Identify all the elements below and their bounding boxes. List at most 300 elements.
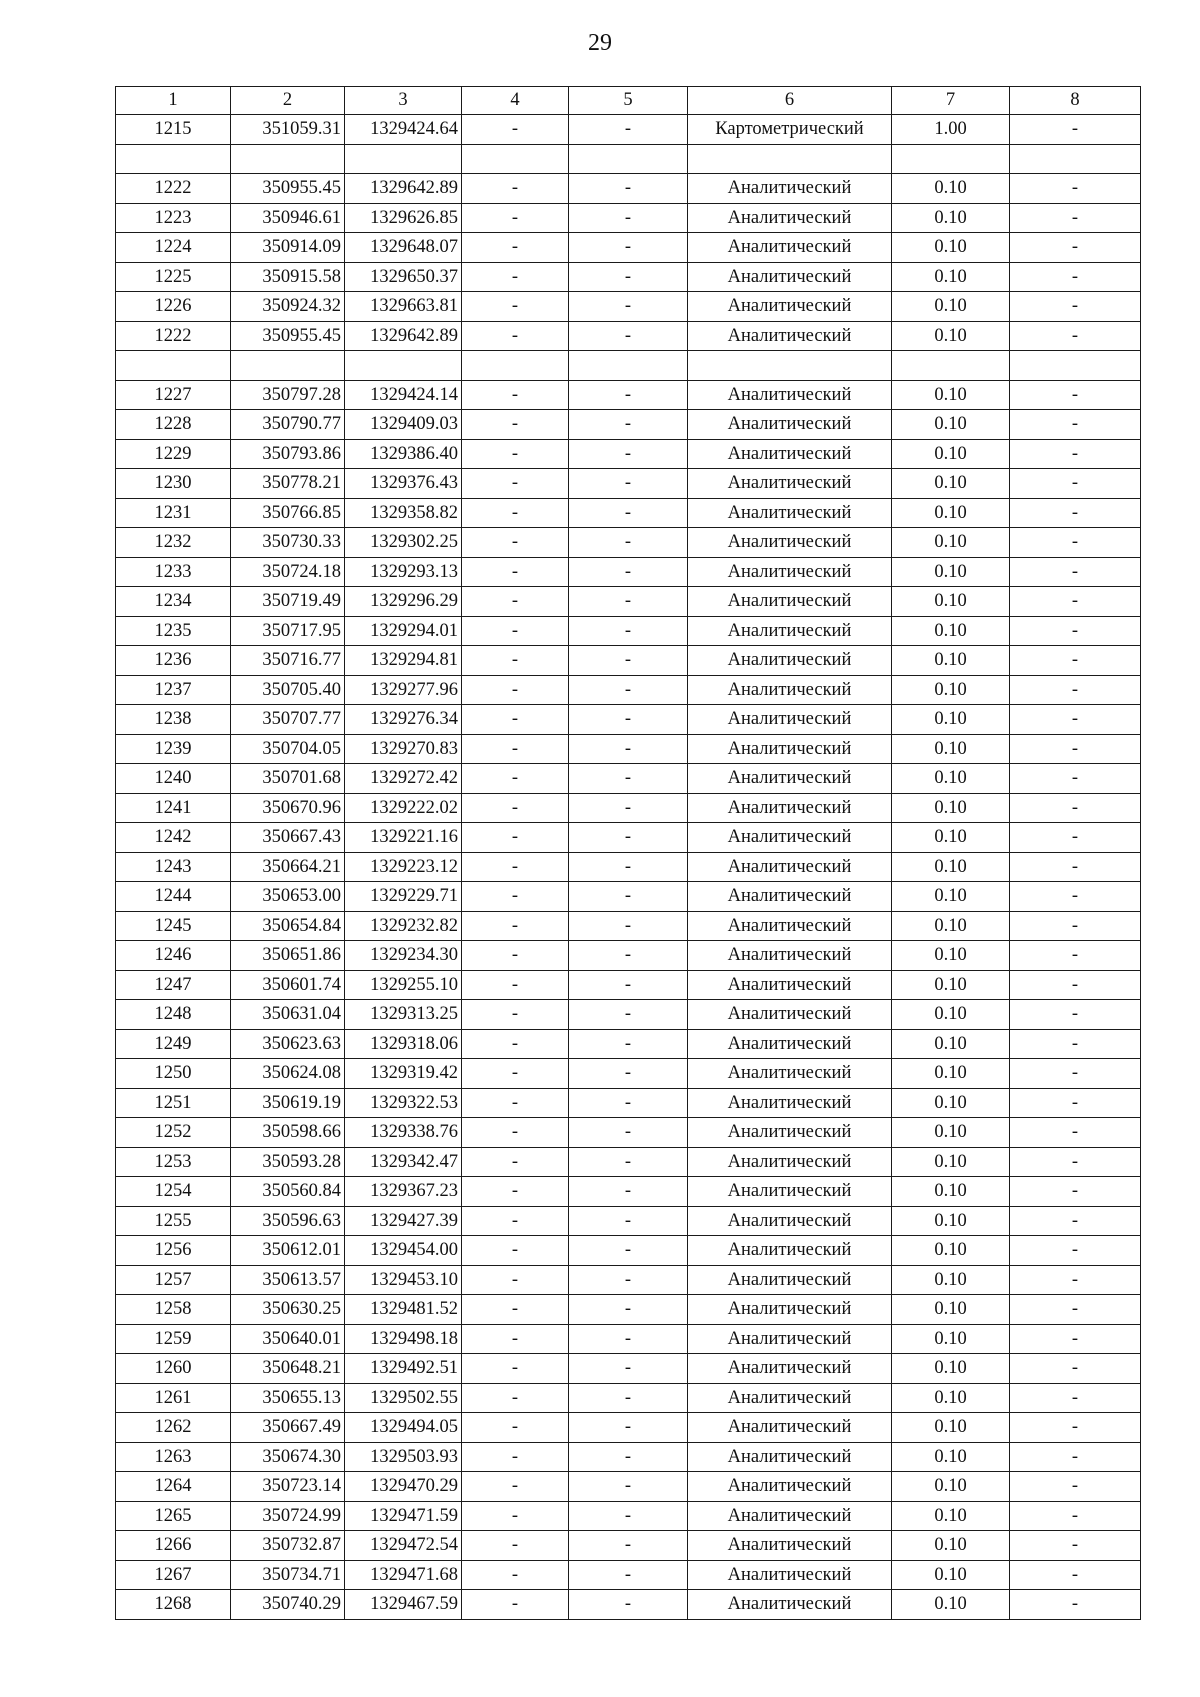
cell-col-5: - bbox=[569, 528, 688, 558]
cell-point-number: 1252 bbox=[116, 1118, 231, 1148]
cell-y-coordinate bbox=[345, 351, 462, 381]
cell-accuracy: 0.10 bbox=[892, 1000, 1010, 1030]
cell-col-4: - bbox=[462, 852, 569, 882]
cell-x-coordinate: 350664.21 bbox=[231, 852, 345, 882]
cell-point-number: 1215 bbox=[116, 115, 231, 145]
cell-point-number: 1258 bbox=[116, 1295, 231, 1325]
cell-x-coordinate: 350793.86 bbox=[231, 439, 345, 469]
cell-col-4: - bbox=[462, 1000, 569, 1030]
cell-accuracy: 0.10 bbox=[892, 1531, 1010, 1561]
cell-col-8: - bbox=[1010, 1088, 1141, 1118]
cell-point-number: 1251 bbox=[116, 1088, 231, 1118]
cell-col-5: - bbox=[569, 734, 688, 764]
cell-col-4: - bbox=[462, 1118, 569, 1148]
cell-col-8: - bbox=[1010, 1590, 1141, 1620]
cell-col-8: - bbox=[1010, 1531, 1141, 1561]
cell-point-number: 1222 bbox=[116, 321, 231, 351]
cell-col-5: - bbox=[569, 1354, 688, 1384]
cell-col-4 bbox=[462, 144, 569, 174]
cell-x-coordinate: 350651.86 bbox=[231, 941, 345, 971]
cell-method: Аналитический bbox=[688, 380, 892, 410]
cell-col-8: - bbox=[1010, 1236, 1141, 1266]
cell-col-5: - bbox=[569, 675, 688, 705]
cell-method: Аналитический bbox=[688, 233, 892, 263]
cell-method: Аналитический bbox=[688, 616, 892, 646]
cell-x-coordinate: 350924.32 bbox=[231, 292, 345, 322]
cell-accuracy: 0.10 bbox=[892, 1472, 1010, 1502]
cell-y-coordinate: 1329472.54 bbox=[345, 1531, 462, 1561]
cell-x-coordinate: 350705.40 bbox=[231, 675, 345, 705]
table-row bbox=[116, 1560, 1141, 1590]
cell-col-5: - bbox=[569, 233, 688, 263]
cell-col-5: - bbox=[569, 410, 688, 440]
cell-point-number: 1255 bbox=[116, 1206, 231, 1236]
table-row bbox=[116, 970, 1141, 1000]
cell-y-coordinate: 1329454.00 bbox=[345, 1236, 462, 1266]
table-row bbox=[116, 882, 1141, 912]
cell-y-coordinate: 1329313.25 bbox=[345, 1000, 462, 1030]
cell-accuracy: 0.10 bbox=[892, 321, 1010, 351]
cell-col-8: - bbox=[1010, 1324, 1141, 1354]
cell-point-number: 1236 bbox=[116, 646, 231, 676]
cell-col-5: - bbox=[569, 1088, 688, 1118]
cell-y-coordinate: 1329453.10 bbox=[345, 1265, 462, 1295]
cell-point-number: 1262 bbox=[116, 1413, 231, 1443]
cell-accuracy: 0.10 bbox=[892, 941, 1010, 971]
cell-method: Аналитический bbox=[688, 734, 892, 764]
cell-col-8: - bbox=[1010, 587, 1141, 617]
cell-accuracy: 0.10 bbox=[892, 646, 1010, 676]
cell-col-5: - bbox=[569, 203, 688, 233]
cell-method: Аналитический bbox=[688, 1354, 892, 1384]
cell-col-5: - bbox=[569, 1295, 688, 1325]
cell-col-4: - bbox=[462, 1590, 569, 1620]
cell-col-8 bbox=[1010, 351, 1141, 381]
table-row bbox=[116, 1501, 1141, 1531]
cell-col-5: - bbox=[569, 174, 688, 204]
cell-col-5: - bbox=[569, 1324, 688, 1354]
cell-col-8: - bbox=[1010, 675, 1141, 705]
cell-x-coordinate: 350716.77 bbox=[231, 646, 345, 676]
cell-col-8: - bbox=[1010, 823, 1141, 853]
cell-point-number: 1245 bbox=[116, 911, 231, 941]
cell-col-8: - bbox=[1010, 1501, 1141, 1531]
cell-col-8: - bbox=[1010, 1354, 1141, 1384]
table-row bbox=[116, 1206, 1141, 1236]
cell-x-coordinate: 350723.14 bbox=[231, 1472, 345, 1502]
cell-col-8: - bbox=[1010, 646, 1141, 676]
cell-col-5: - bbox=[569, 705, 688, 735]
cell-x-coordinate: 350778.21 bbox=[231, 469, 345, 499]
cell-accuracy: 0.10 bbox=[892, 616, 1010, 646]
cell-x-coordinate: 350719.49 bbox=[231, 587, 345, 617]
table-row bbox=[116, 1088, 1141, 1118]
cell-y-coordinate: 1329302.25 bbox=[345, 528, 462, 558]
cell-x-coordinate: 350560.84 bbox=[231, 1177, 345, 1207]
cell-accuracy: 0.10 bbox=[892, 557, 1010, 587]
cell-col-4: - bbox=[462, 469, 569, 499]
cell-col-4: - bbox=[462, 1177, 569, 1207]
cell-col-4: - bbox=[462, 380, 569, 410]
cell-col-4: - bbox=[462, 675, 569, 705]
cell-x-coordinate bbox=[231, 144, 345, 174]
cell-method: Аналитический bbox=[688, 1324, 892, 1354]
cell-y-coordinate: 1329663.81 bbox=[345, 292, 462, 322]
cell-col-5: - bbox=[569, 764, 688, 794]
cell-point-number: 1260 bbox=[116, 1354, 231, 1384]
cell-accuracy: 0.10 bbox=[892, 1413, 1010, 1443]
cell-accuracy: 0.10 bbox=[892, 587, 1010, 617]
cell-accuracy: 0.10 bbox=[892, 1147, 1010, 1177]
cell-method: Аналитический bbox=[688, 439, 892, 469]
cell-y-coordinate: 1329498.18 bbox=[345, 1324, 462, 1354]
table-row bbox=[116, 380, 1141, 410]
cell-accuracy: 0.10 bbox=[892, 1177, 1010, 1207]
cell-col-8: - bbox=[1010, 1177, 1141, 1207]
cell-col-8: - bbox=[1010, 1059, 1141, 1089]
cell-accuracy: 0.10 bbox=[892, 1324, 1010, 1354]
cell-col-5: - bbox=[569, 1560, 688, 1590]
cell-point-number: 1268 bbox=[116, 1590, 231, 1620]
cell-col-4: - bbox=[462, 823, 569, 853]
table-row bbox=[116, 321, 1141, 351]
cell-col-4: - bbox=[462, 528, 569, 558]
cell-method: Аналитический bbox=[688, 1000, 892, 1030]
cell-col-8: - bbox=[1010, 292, 1141, 322]
cell-point-number: 1223 bbox=[116, 203, 231, 233]
cell-point-number: 1244 bbox=[116, 882, 231, 912]
cell-method: Аналитический bbox=[688, 764, 892, 794]
cell-y-coordinate: 1329386.40 bbox=[345, 439, 462, 469]
cell-accuracy: 0.10 bbox=[892, 882, 1010, 912]
cell-point-number: 1229 bbox=[116, 439, 231, 469]
cell-accuracy bbox=[892, 351, 1010, 381]
column-header-7: 7 bbox=[892, 87, 1010, 115]
cell-point-number: 1230 bbox=[116, 469, 231, 499]
cell-col-4: - bbox=[462, 174, 569, 204]
cell-y-coordinate: 1329223.12 bbox=[345, 852, 462, 882]
cell-method: Аналитический bbox=[688, 1088, 892, 1118]
cell-col-4: - bbox=[462, 793, 569, 823]
cell-method: Аналитический bbox=[688, 587, 892, 617]
column-header-5: 5 bbox=[569, 87, 688, 115]
cell-col-4: - bbox=[462, 941, 569, 971]
cell-x-coordinate: 350653.00 bbox=[231, 882, 345, 912]
cell-method: Аналитический bbox=[688, 1029, 892, 1059]
table-row bbox=[116, 646, 1141, 676]
cell-point-number: 1226 bbox=[116, 292, 231, 322]
cell-col-8: - bbox=[1010, 498, 1141, 528]
cell-col-8: - bbox=[1010, 1472, 1141, 1502]
cell-accuracy: 0.10 bbox=[892, 852, 1010, 882]
cell-col-8: - bbox=[1010, 115, 1141, 145]
table-row bbox=[116, 410, 1141, 440]
cell-method: Аналитический bbox=[688, 675, 892, 705]
table-row bbox=[116, 1590, 1141, 1620]
cell-method: Аналитический bbox=[688, 410, 892, 440]
cell-x-coordinate: 350955.45 bbox=[231, 321, 345, 351]
cell-accuracy: 0.10 bbox=[892, 705, 1010, 735]
cell-col-5: - bbox=[569, 498, 688, 528]
cell-point-number: 1243 bbox=[116, 852, 231, 882]
cell-col-4: - bbox=[462, 1383, 569, 1413]
cell-point-number: 1257 bbox=[116, 1265, 231, 1295]
cell-x-coordinate: 350601.74 bbox=[231, 970, 345, 1000]
cell-method: Аналитический bbox=[688, 823, 892, 853]
table-row bbox=[116, 793, 1141, 823]
cell-col-5: - bbox=[569, 1383, 688, 1413]
cell-method bbox=[688, 351, 892, 381]
cell-method: Аналитический bbox=[688, 1442, 892, 1472]
cell-method: Аналитический bbox=[688, 1295, 892, 1325]
cell-point-number: 1250 bbox=[116, 1059, 231, 1089]
cell-col-4: - bbox=[462, 1560, 569, 1590]
table-row bbox=[116, 528, 1141, 558]
cell-method: Аналитический bbox=[688, 941, 892, 971]
cell-col-8: - bbox=[1010, 1295, 1141, 1325]
cell-point-number: 1231 bbox=[116, 498, 231, 528]
cell-point-number: 1241 bbox=[116, 793, 231, 823]
cell-col-8: - bbox=[1010, 203, 1141, 233]
cell-y-coordinate: 1329319.42 bbox=[345, 1059, 462, 1089]
table-row bbox=[116, 675, 1141, 705]
table-row bbox=[116, 941, 1141, 971]
cell-x-coordinate: 350766.85 bbox=[231, 498, 345, 528]
cell-col-8: - bbox=[1010, 911, 1141, 941]
cell-y-coordinate: 1329296.29 bbox=[345, 587, 462, 617]
cell-x-coordinate: 350623.63 bbox=[231, 1029, 345, 1059]
cell-y-coordinate: 1329424.64 bbox=[345, 115, 462, 145]
cell-accuracy: 0.10 bbox=[892, 1118, 1010, 1148]
cell-col-4: - bbox=[462, 970, 569, 1000]
cell-x-coordinate: 350730.33 bbox=[231, 528, 345, 558]
cell-col-4 bbox=[462, 351, 569, 381]
cell-point-number: 1239 bbox=[116, 734, 231, 764]
cell-accuracy: 0.10 bbox=[892, 793, 1010, 823]
cell-x-coordinate: 350640.01 bbox=[231, 1324, 345, 1354]
cell-col-5: - bbox=[569, 469, 688, 499]
cell-x-coordinate: 350670.96 bbox=[231, 793, 345, 823]
cell-x-coordinate: 350613.57 bbox=[231, 1265, 345, 1295]
cell-x-coordinate: 350797.28 bbox=[231, 380, 345, 410]
cell-point-number: 1232 bbox=[116, 528, 231, 558]
cell-col-5: - bbox=[569, 970, 688, 1000]
cell-point-number: 1266 bbox=[116, 1531, 231, 1561]
cell-x-coordinate: 350667.49 bbox=[231, 1413, 345, 1443]
table-row bbox=[116, 616, 1141, 646]
cell-accuracy: 0.10 bbox=[892, 734, 1010, 764]
cell-col-8: - bbox=[1010, 882, 1141, 912]
cell-accuracy: 0.10 bbox=[892, 970, 1010, 1000]
cell-point-number: 1259 bbox=[116, 1324, 231, 1354]
cell-method: Аналитический bbox=[688, 1236, 892, 1266]
cell-y-coordinate: 1329276.34 bbox=[345, 705, 462, 735]
cell-y-coordinate: 1329503.93 bbox=[345, 1442, 462, 1472]
cell-col-4: - bbox=[462, 882, 569, 912]
cell-y-coordinate: 1329494.05 bbox=[345, 1413, 462, 1443]
cell-y-coordinate: 1329221.16 bbox=[345, 823, 462, 853]
column-header-6: 6 bbox=[688, 87, 892, 115]
cell-method: Аналитический bbox=[688, 469, 892, 499]
cell-y-coordinate: 1329650.37 bbox=[345, 262, 462, 292]
table-row bbox=[116, 1354, 1141, 1384]
cell-point-number: 1235 bbox=[116, 616, 231, 646]
cell-col-5: - bbox=[569, 1118, 688, 1148]
cell-accuracy: 1.00 bbox=[892, 115, 1010, 145]
cell-y-coordinate: 1329471.68 bbox=[345, 1560, 462, 1590]
cell-method: Аналитический bbox=[688, 292, 892, 322]
table-row bbox=[116, 587, 1141, 617]
cell-col-4: - bbox=[462, 321, 569, 351]
table-row bbox=[116, 764, 1141, 794]
cell-col-5: - bbox=[569, 1531, 688, 1561]
cell-col-8: - bbox=[1010, 1560, 1141, 1590]
cell-y-coordinate: 1329234.30 bbox=[345, 941, 462, 971]
cell-method: Картометрический bbox=[688, 115, 892, 145]
cell-accuracy: 0.10 bbox=[892, 262, 1010, 292]
cell-x-coordinate: 350724.99 bbox=[231, 1501, 345, 1531]
cell-y-coordinate: 1329367.23 bbox=[345, 1177, 462, 1207]
column-header-4: 4 bbox=[462, 87, 569, 115]
cell-accuracy: 0.10 bbox=[892, 1236, 1010, 1266]
cell-col-5: - bbox=[569, 1442, 688, 1472]
cell-col-4: - bbox=[462, 439, 569, 469]
coordinates-table bbox=[115, 86, 1141, 1620]
cell-accuracy: 0.10 bbox=[892, 203, 1010, 233]
cell-method: Аналитический bbox=[688, 203, 892, 233]
cell-col-8: - bbox=[1010, 970, 1141, 1000]
cell-col-5: - bbox=[569, 1177, 688, 1207]
cell-x-coordinate: 350915.58 bbox=[231, 262, 345, 292]
table-row bbox=[116, 823, 1141, 853]
cell-y-coordinate: 1329294.01 bbox=[345, 616, 462, 646]
table-row bbox=[116, 1059, 1141, 1089]
cell-col-5: - bbox=[569, 823, 688, 853]
table-row bbox=[116, 469, 1141, 499]
cell-method: Аналитический bbox=[688, 882, 892, 912]
cell-col-4: - bbox=[462, 1265, 569, 1295]
cell-accuracy: 0.10 bbox=[892, 439, 1010, 469]
cell-col-4: - bbox=[462, 557, 569, 587]
cell-col-4: - bbox=[462, 1059, 569, 1089]
cell-method: Аналитический bbox=[688, 1531, 892, 1561]
cell-method: Аналитический bbox=[688, 1118, 892, 1148]
cell-x-coordinate: 350790.77 bbox=[231, 410, 345, 440]
cell-col-5: - bbox=[569, 646, 688, 676]
cell-accuracy: 0.10 bbox=[892, 1383, 1010, 1413]
cell-col-5: - bbox=[569, 1472, 688, 1502]
cell-y-coordinate: 1329358.82 bbox=[345, 498, 462, 528]
cell-col-5: - bbox=[569, 911, 688, 941]
cell-method: Аналитический bbox=[688, 1206, 892, 1236]
cell-col-5: - bbox=[569, 321, 688, 351]
cell-col-4: - bbox=[462, 646, 569, 676]
cell-method: Аналитический bbox=[688, 1147, 892, 1177]
cell-col-5: - bbox=[569, 262, 688, 292]
table-row bbox=[116, 1236, 1141, 1266]
table-row bbox=[116, 1531, 1141, 1561]
cell-col-5 bbox=[569, 351, 688, 381]
cell-y-coordinate: 1329229.71 bbox=[345, 882, 462, 912]
cell-accuracy: 0.10 bbox=[892, 174, 1010, 204]
cell-x-coordinate: 350701.68 bbox=[231, 764, 345, 794]
cell-accuracy: 0.10 bbox=[892, 1059, 1010, 1089]
cell-col-4: - bbox=[462, 498, 569, 528]
cell-accuracy: 0.10 bbox=[892, 1206, 1010, 1236]
cell-method: Аналитический bbox=[688, 1383, 892, 1413]
cell-x-coordinate: 350630.25 bbox=[231, 1295, 345, 1325]
cell-x-coordinate: 350914.09 bbox=[231, 233, 345, 263]
cell-col-5: - bbox=[569, 1206, 688, 1236]
cell-method: Аналитический bbox=[688, 1413, 892, 1443]
cell-col-4: - bbox=[462, 616, 569, 646]
cell-point-number: 1227 bbox=[116, 380, 231, 410]
cell-accuracy: 0.10 bbox=[892, 1501, 1010, 1531]
cell-y-coordinate: 1329467.59 bbox=[345, 1590, 462, 1620]
cell-point-number: 1248 bbox=[116, 1000, 231, 1030]
cell-y-coordinate: 1329294.81 bbox=[345, 646, 462, 676]
cell-col-5: - bbox=[569, 439, 688, 469]
cell-col-8: - bbox=[1010, 941, 1141, 971]
cell-col-8: - bbox=[1010, 793, 1141, 823]
cell-col-4: - bbox=[462, 1206, 569, 1236]
cell-col-8: - bbox=[1010, 410, 1141, 440]
table-row bbox=[116, 203, 1141, 233]
table-row bbox=[116, 1472, 1141, 1502]
cell-point-number: 1234 bbox=[116, 587, 231, 617]
cell-method: Аналитический bbox=[688, 1560, 892, 1590]
cell-col-4: - bbox=[462, 1442, 569, 1472]
cell-col-4: - bbox=[462, 1354, 569, 1384]
cell-method: Аналитический bbox=[688, 852, 892, 882]
cell-col-8: - bbox=[1010, 262, 1141, 292]
cell-col-5: - bbox=[569, 941, 688, 971]
cell-method: Аналитический bbox=[688, 705, 892, 735]
cell-method: Аналитический bbox=[688, 911, 892, 941]
cell-x-coordinate: 350655.13 bbox=[231, 1383, 345, 1413]
cell-col-5: - bbox=[569, 1265, 688, 1295]
table-header bbox=[116, 87, 1141, 115]
cell-accuracy: 0.10 bbox=[892, 498, 1010, 528]
cell-col-8: - bbox=[1010, 1029, 1141, 1059]
cell-col-5: - bbox=[569, 852, 688, 882]
cell-col-8: - bbox=[1010, 1206, 1141, 1236]
cell-accuracy: 0.10 bbox=[892, 528, 1010, 558]
cell-x-coordinate: 350955.45 bbox=[231, 174, 345, 204]
cell-x-coordinate: 350704.05 bbox=[231, 734, 345, 764]
cell-point-number: 1256 bbox=[116, 1236, 231, 1266]
cell-col-8: - bbox=[1010, 321, 1141, 351]
cell-x-coordinate: 350624.08 bbox=[231, 1059, 345, 1089]
cell-point-number: 1237 bbox=[116, 675, 231, 705]
cell-x-coordinate: 350734.71 bbox=[231, 1560, 345, 1590]
cell-y-coordinate: 1329492.51 bbox=[345, 1354, 462, 1384]
cell-col-8: - bbox=[1010, 1383, 1141, 1413]
cell-point-number: 1225 bbox=[116, 262, 231, 292]
table-row bbox=[116, 705, 1141, 735]
cell-method: Аналитический bbox=[688, 1472, 892, 1502]
cell-col-8: - bbox=[1010, 616, 1141, 646]
cell-col-4: - bbox=[462, 1531, 569, 1561]
cell-x-coordinate: 350717.95 bbox=[231, 616, 345, 646]
cell-x-coordinate: 350648.21 bbox=[231, 1354, 345, 1384]
cell-accuracy: 0.10 bbox=[892, 1029, 1010, 1059]
cell-col-4: - bbox=[462, 233, 569, 263]
cell-point-number bbox=[116, 144, 231, 174]
cell-point-number: 1247 bbox=[116, 970, 231, 1000]
cell-col-8: - bbox=[1010, 1000, 1141, 1030]
cell-y-coordinate: 1329232.82 bbox=[345, 911, 462, 941]
